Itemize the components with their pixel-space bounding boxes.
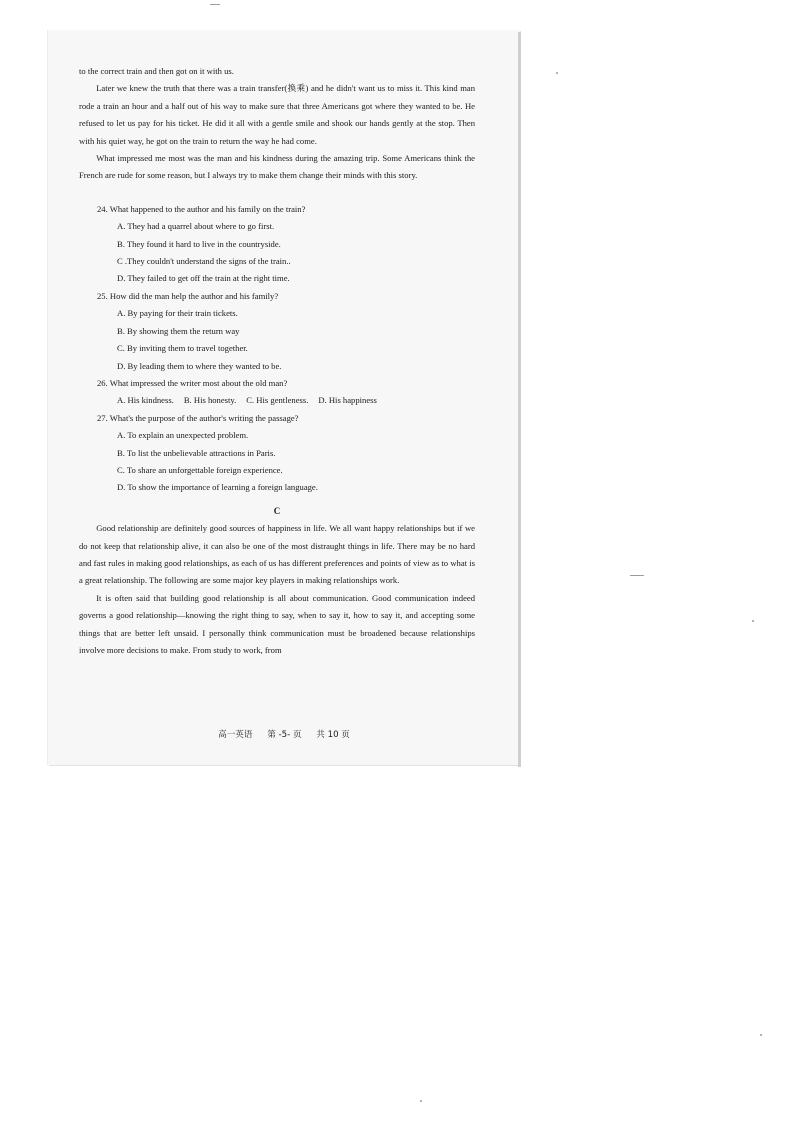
footer-total-pages: 共 10 页 xyxy=(316,730,350,740)
exam-page-content xyxy=(79,63,475,659)
option-c: C. To share an unforgettable foreign experience. xyxy=(117,464,283,475)
question-25 xyxy=(79,288,475,375)
sheet-edge-shadow xyxy=(518,32,521,767)
option-d: D. His happiness xyxy=(318,395,377,406)
option-a: A. His kindness. xyxy=(117,395,174,406)
option-a: A. They had a quarrel about where to go first. xyxy=(117,221,275,232)
passage-b-paragraph-1: to the correct train and then got on it with us. xyxy=(79,66,234,76)
option-row xyxy=(79,392,475,409)
spacer xyxy=(79,185,475,201)
passage-b-paragraph-3: What impressed me most was the man and his kindness during the amazing trip. Some Americans think the French are rude for some reason, but I always try to make them change their minds with this story. xyxy=(79,153,475,181)
option-d: D. By leading them to where they wanted to be. xyxy=(117,360,282,371)
section-c-paragraph-2: It is often said that building good relationship is all about communication. Good communication indeed governs a good relationship—knowing the right thing to say, when to say it, how to say it, and accepting some things that are better left unsaid. I personally think communication must be broadened because relationships involve more decisions to make. From study to work, from xyxy=(79,592,475,655)
option-d: D. They failed to get off the train at the right time. xyxy=(117,273,290,284)
question-26 xyxy=(79,375,475,410)
question-stem: 27. What's the purpose of the author's writing the passage? xyxy=(97,412,299,423)
question-stem: 26. What impressed the writer most about the old man? xyxy=(97,377,288,388)
page-footer xyxy=(48,728,520,740)
option-b: B. They found it hard to live in the countryside. xyxy=(117,238,281,249)
question-stem: 24. What happened to the author and his family on the train? xyxy=(97,203,306,214)
section-c-title: C xyxy=(273,505,281,516)
option-c: C. His gentleness. xyxy=(246,395,309,406)
footer-page-number: 第 -5- 页 xyxy=(267,730,302,740)
option-c: C .They couldn't understand the signs of the train.. xyxy=(117,256,291,267)
option-b: B. To list the unbelievable attractions in Paris. xyxy=(117,447,276,458)
question-stem: 25. How did the man help the author and his family? xyxy=(97,290,279,301)
option-b: B. His honesty. xyxy=(183,395,237,406)
option-b: B. By showing them the return way xyxy=(117,325,240,336)
option-a: A. By paying for their train tickets. xyxy=(117,308,238,319)
footer-subject: 高一英语 xyxy=(218,730,253,740)
question-24 xyxy=(79,201,475,288)
section-c-paragraph-1: Good relationship are definitely good sources of happiness in life. We all want happy relationships but if we do not keep that relationship alive, it can also be one of the most distraught things in life. There may be no hard and fast rules in making good relationships, as each of us has different preferences and points of view as to what is a great relationship. The following are some major key players in making relationships work. xyxy=(79,523,475,586)
question-27 xyxy=(79,410,475,497)
option-a: A. To explain an unexpected problem. xyxy=(117,430,249,441)
passage-b-paragraph-2: Later we knew the truth that there was a train transfer(换乘) and he didn't want us to miss it. This kind man rode a train an hour and a half out of his way to make sure that three Americans got where they wanted to be. He refused to let us pay for his ticket. He did it all with a gentle smile and shook our hands gently at the stop. Then with his quiet way, he got on the train to return the way he had come. xyxy=(79,83,475,146)
option-d: D. To show the importance of learning a foreign language. xyxy=(117,482,318,493)
option-c: C. By inviting them to travel together. xyxy=(117,343,248,354)
